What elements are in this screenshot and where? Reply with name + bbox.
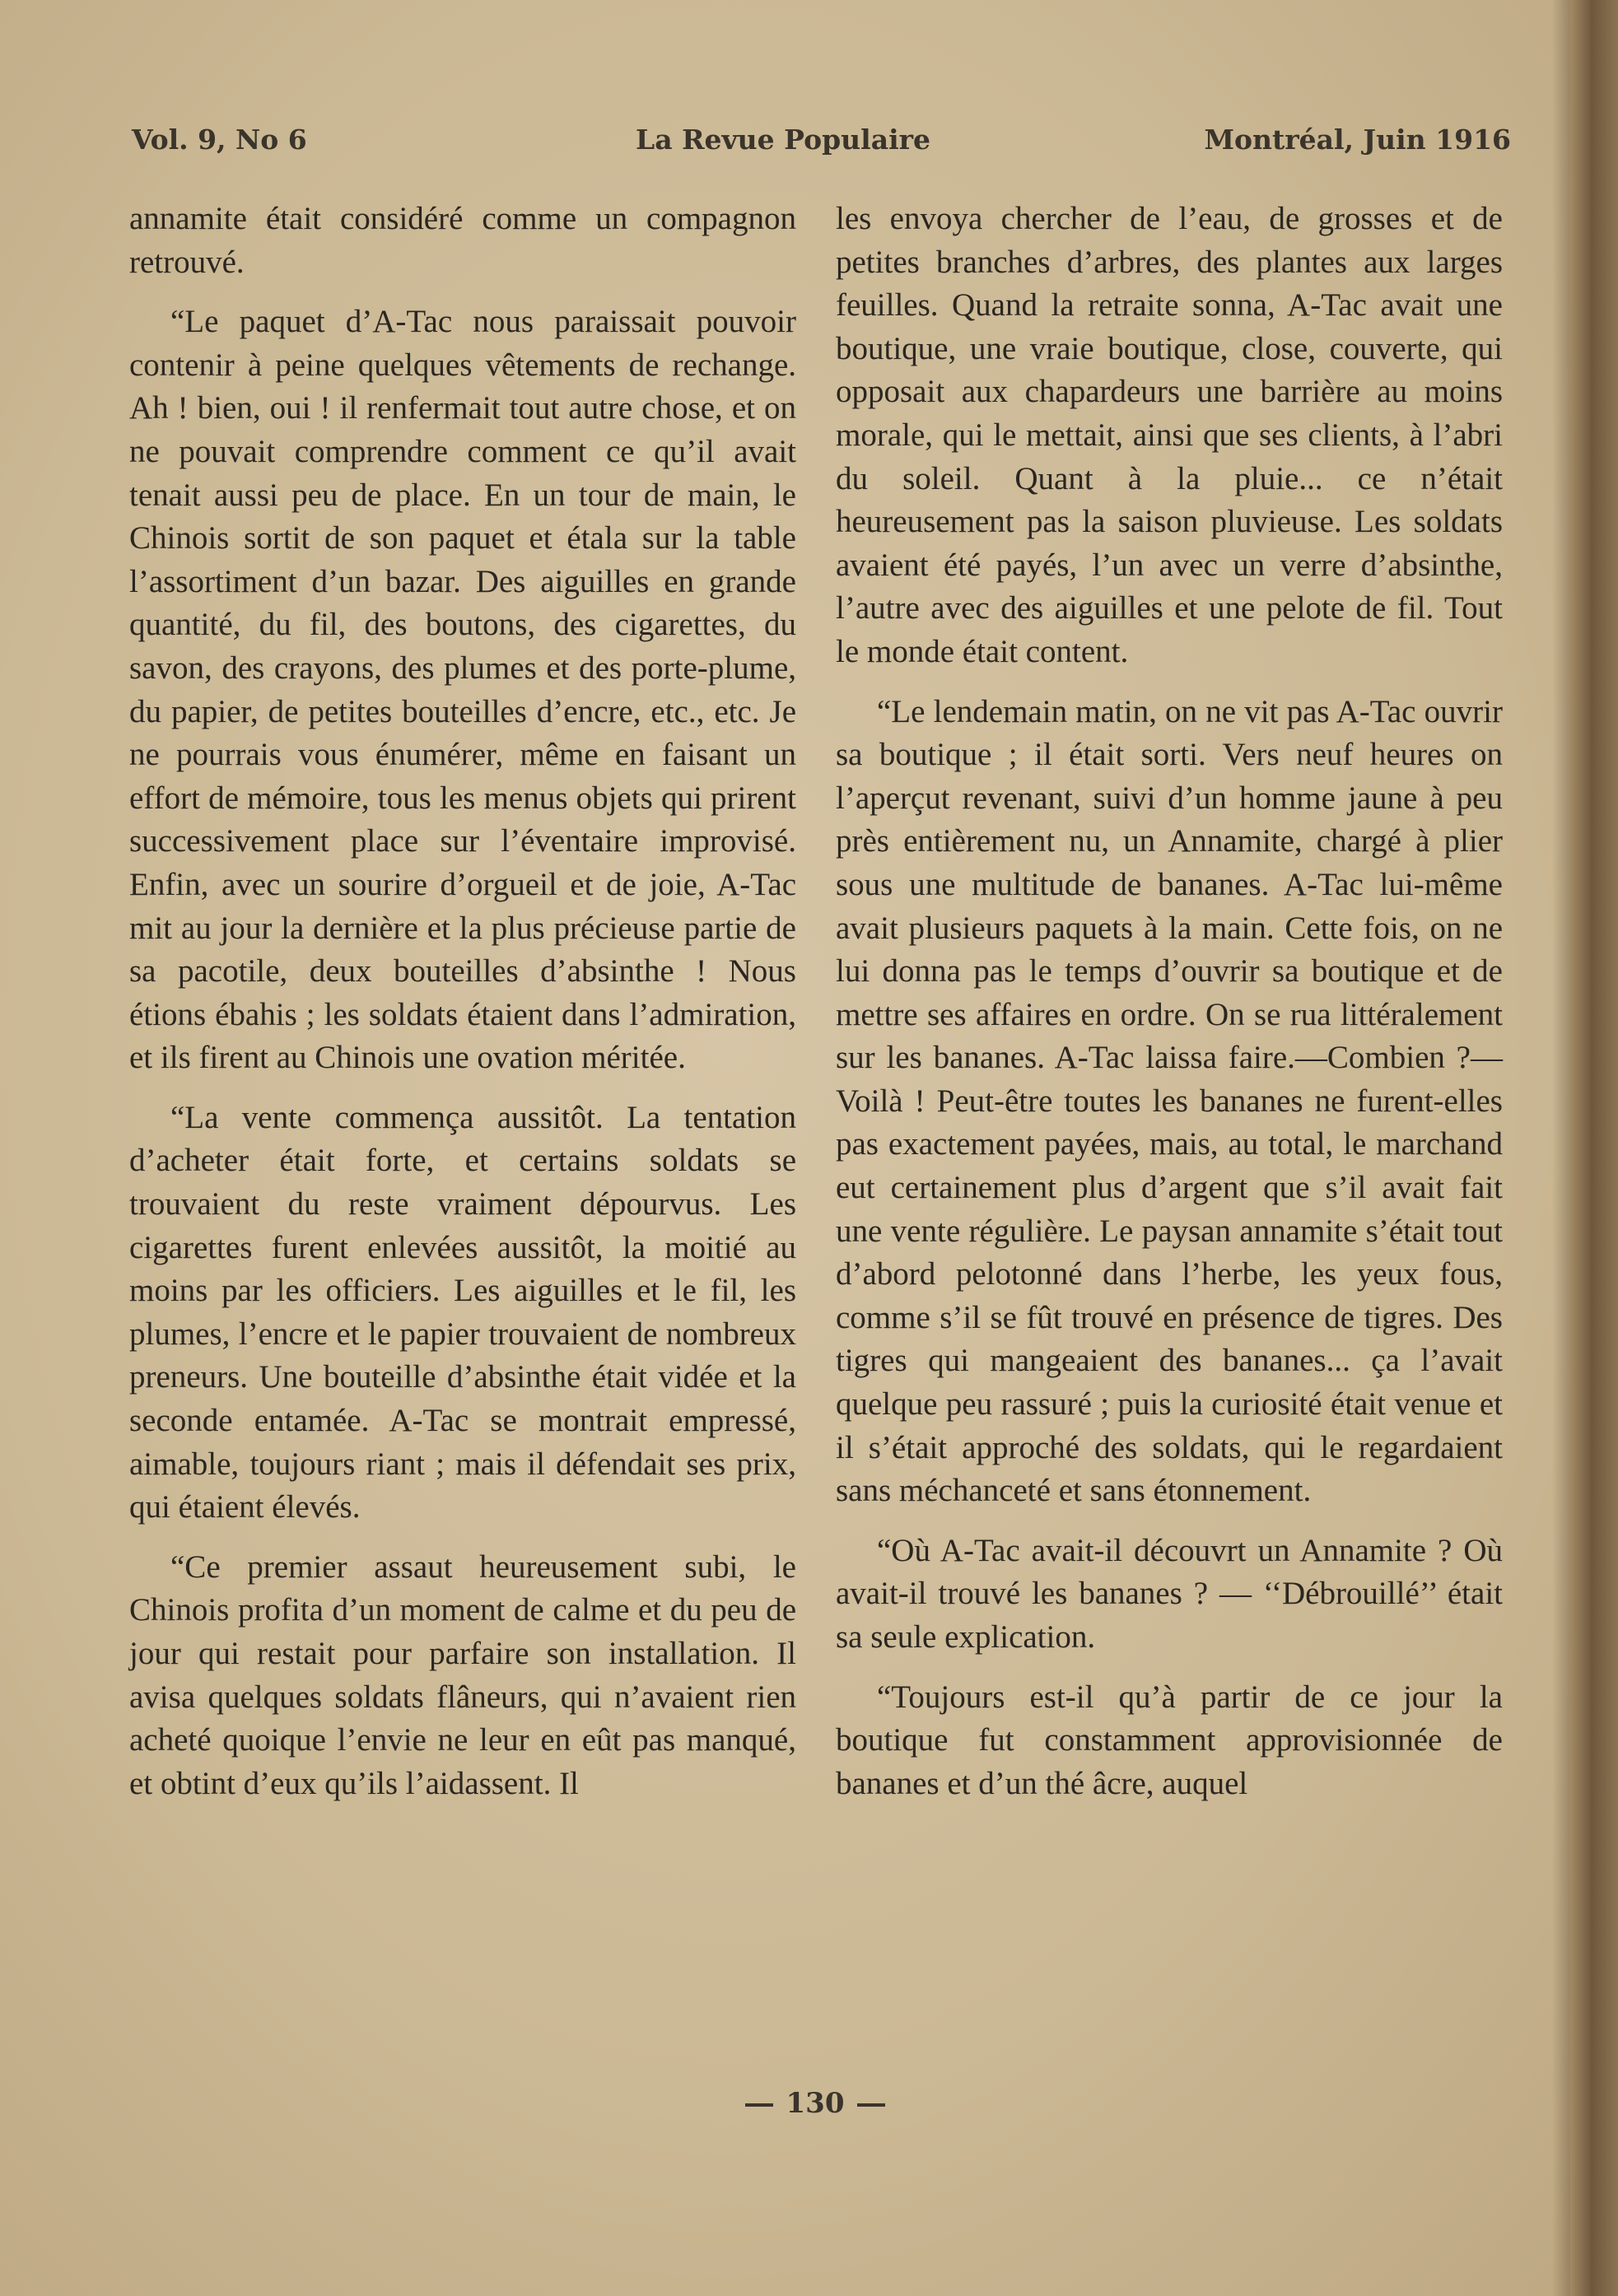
header-title: La Revue Populaire [636, 123, 930, 156]
spine-shadow [1552, 0, 1570, 2296]
paragraph: “Où A-Tac avait-il découvrt un Annamite ? Où avait-il trouvé les bananes ? — ‘‘Débrouillé’’ était sa seule explication. [836, 1532, 1503, 1655]
header-volume: Vol. 9, No 6 [132, 123, 307, 156]
dash-right [857, 2103, 885, 2107]
paragraph: “La vente commença aussitôt. La tentation d’acheter était forte, et certains soldats se trouvaient du reste vraiment dépourvus. Les cigarettes furent enlevées aussitôt, la moitié au moins par les officiers. Les aiguilles et le fil, les plumes, l’encre et le papier trouvaient de nombreux preneurs. Une bouteille d’absinthe était vidée et la seconde entamée. A-Tac se montrait empressé, aimable, toujours riant ; mais il défendait ses prix, qui étaient élevés. [129, 1099, 796, 1525]
binding-spine [1570, 0, 1618, 2296]
page-number [708, 2087, 922, 2120]
left-column [129, 198, 796, 1805]
paragraph: “Ce premier assaut heureusement subi, le Chinois profita d’un moment de calme et du peu de jour qui restait pour parfaire son installation. Il avisa quelques soldats flâneurs, qui n’avaient rien acheté quoique l’envie ne leur en eût pas manqué, et obtint d’eux qu’ils l’aidassent. Il [129, 1549, 796, 1801]
header-place-date: Montréal, Juin 1916 [1204, 123, 1511, 156]
paragraph: annamite était considéré comme un compagnon retrouvé. [129, 201, 796, 280]
paragraph: “Le paquet d’A-Tac nous paraissait pouvoir contenir à peine quelques vêtements de rechange. Ah ! bien, oui ! il renfermait tout autre chose, et on ne pouvait comprendre comment ce qu’il avait tenait aussi peu de place. En un tour de main, le Chinois sortit de son paquet et étala sur la table l’assortiment d’un bazar. Des aiguilles en grande quantité, du fil, des boutons, des cigarettes, du savon, des crayons, des plumes et des porte-plume, du papier, de petites bouteilles d’encre, etc., etc. Je ne pourrais vous énumérer, même en faisant un effort de mémoire, tous les menus objets qui prirent successivement place sur l’éventaire improvisé. Enfin, avec un sourire d’orgueil et de joie, A-Tac mit au jour la dernière et la plus précieuse partie de sa pacotile, deux bouteilles d’absinthe ! Nous étions ébahis ; les soldats étaient dans l’admiration, et ils firent au Chinois une ovation méritée. [129, 304, 796, 1076]
paragraph: “Toujours est-il qu’à partir de ce jour la boutique fut constamment approvisionnée de bananes et d’un thé âcre, auquel [836, 1679, 1503, 1801]
dash-left [745, 2103, 773, 2107]
page-number-value: 130 [786, 2087, 845, 2120]
paragraph: “Le lendemain matin, on ne vit pas A-Tac ouvrir sa boutique ; il était sorti. Vers neuf heures on l’aperçut revenant, suivi d’un homme jaune à peu près entièrement nu, un Annamite, chargé à plier sous une multitude de bananes. A-Tac lui-même avait plusieurs paquets à la main. Cette fois, on ne lui donna pas le temps d’ouvrir sa boutique et de mettre ses affaires en ordre. On se rua littéralement sur les bananes. A-Tac laissa faire.—Combien ?—Voilà ! Peut-être toutes les bananes ne furent-elles pas exactement payées, mais, au total, le marchand eut certainement plus d’argent que s’il avait fait une vente régulière. Le paysan annamite s’était tout d’abord pelotonné dans l’herbe, les yeux fous, comme s’il se fût trouvé en présence de tigres. Des tigres qui mangeaient des bananes... ça l’avait quelque peu rassuré ; puis la curiosité était venue et il s’était approché des soldats, qui le regardaient sans méchanceté et sans étonnement. [836, 693, 1503, 1509]
paragraph: les envoya chercher de l’eau, de grosses et de petites branches d’arbres, des plantes aux larges feuilles. Quand la retraite sonna, A-Tac avait une boutique, une vraie boutique, close, couverte, qui opposait aux chapardeurs une barrière au moins morale, qui le mettait, ainsi que ses clients, à l’abri du soleil. Quant à la pluie... ce n’était heureusement pas la saison pluvieuse. Les soldats avaient été payés, l’un avec un verre d’absinthe, l’autre avec des aiguilles et une pelote de fil. Tout le monde était content. [836, 201, 1503, 669]
right-column [836, 198, 1503, 1805]
running-header [132, 123, 1511, 165]
